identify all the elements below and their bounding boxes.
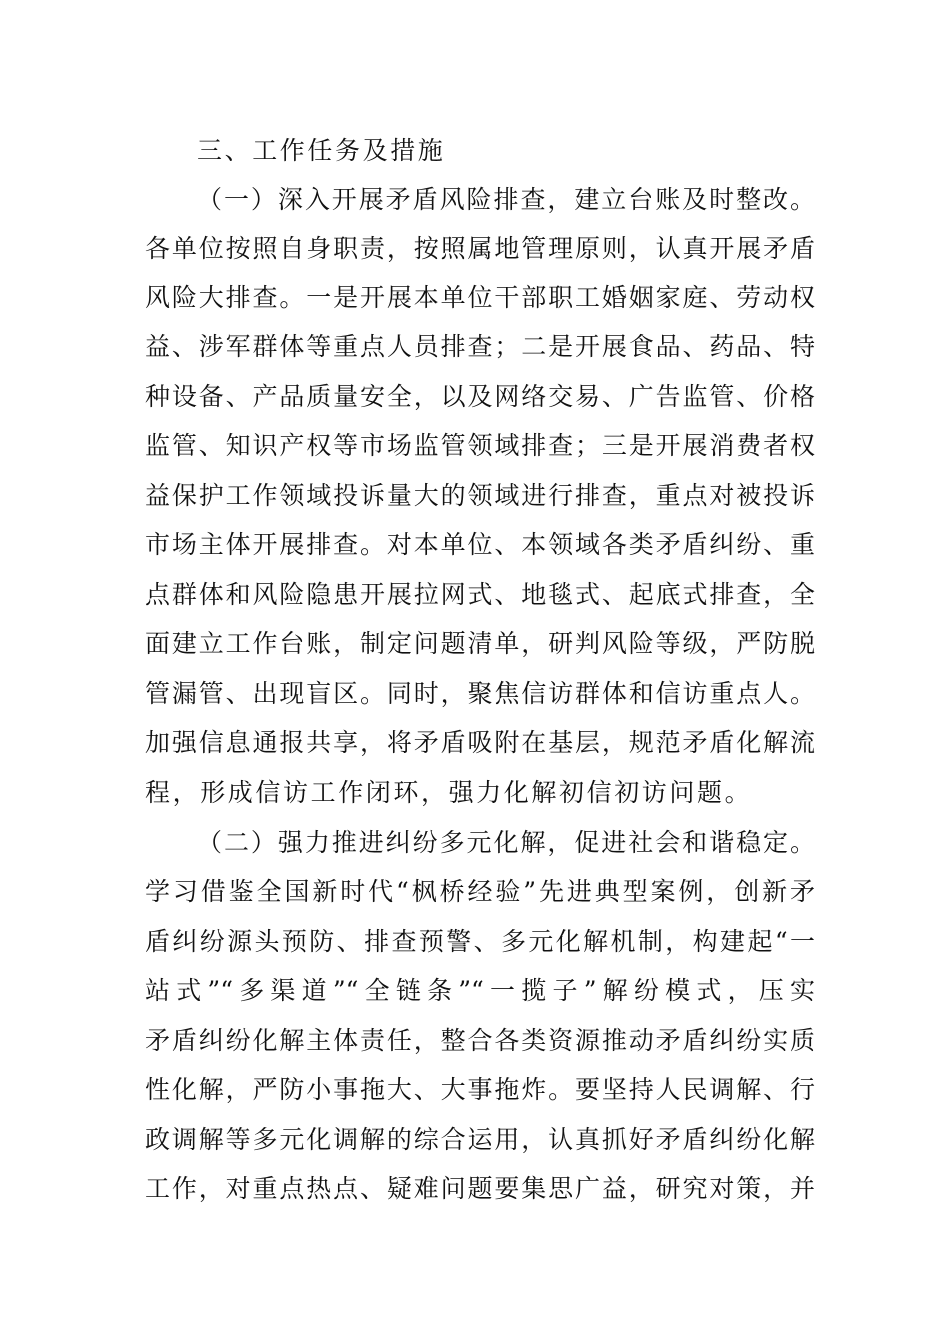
paragraph-line: 盾纠纷源头预防、排查预警、多元化解机制，构建起“一 xyxy=(145,927,815,956)
paragraph-line: 种设备、产品质量安全，以及网络交易、广告监管、价格 xyxy=(145,382,815,411)
paragraph-line: （一）深入开展矛盾风险排查，建立台账及时整改。 xyxy=(197,185,815,214)
paragraph-line: 监管、知识产权等市场监管领域排查；三是开展消费者权 xyxy=(145,431,815,460)
paragraph-line: 加强信息通报共享，将矛盾吸附在基层，规范矛盾化解流 xyxy=(145,728,815,757)
paragraph-line: 益、涉军群体等重点人员排查；二是开展食品、药品、特 xyxy=(145,332,815,361)
paragraph-line: 政调解等多元化调解的综合运用，认真抓好矛盾纠纷化解 xyxy=(145,1125,815,1154)
paragraph-line: 矛盾纠纷化解主体责任，整合各类资源推动矛盾纠纷实质 xyxy=(145,1026,815,1055)
paragraph-line: 面建立工作台账，制定问题清单，研判风险等级，严防脱 xyxy=(145,629,815,658)
paragraph-line: 管漏管、出现盲区。同时，聚焦信访群体和信访重点人。 xyxy=(145,679,815,708)
paragraph-line: 站式”“多渠道”“全链条”“一揽子”解纷模式，压实 xyxy=(145,976,815,1005)
paragraph-line: 性化解，严防小事拖大、大事拖炸。要坚持人民调解、行 xyxy=(145,1075,815,1104)
paragraph-line: 市场主体开展排查。对本单位、本领域各类矛盾纠纷、重 xyxy=(145,530,815,559)
paragraph-line: 学习借鉴全国新时代“枫桥经验”先进典型案例，创新矛 xyxy=(145,877,815,906)
section-heading: 三、工作任务及措施 xyxy=(197,136,446,165)
paragraph-line: （二）强力推进纠纷多元化解，促进社会和谐稳定。 xyxy=(197,828,815,857)
paragraph-line: 风险大排查。一是开展本单位干部职工婚姻家庭、劳动权 xyxy=(145,283,815,312)
paragraph-line: 各单位按照自身职责，按照属地管理原则，认真开展矛盾 xyxy=(145,234,815,263)
paragraph-line: 益保护工作领域投诉量大的领域进行排查，重点对被投诉 xyxy=(145,481,815,510)
paragraph-line: 程，形成信访工作闭环，强力化解初信初访问题。 xyxy=(145,778,753,807)
paragraph-line: 点群体和风险隐患开展拉网式、地毯式、起底式排查，全 xyxy=(145,580,815,609)
paragraph-line: 工作，对重点热点、疑难问题要集思广益，研究对策，并 xyxy=(145,1174,815,1203)
